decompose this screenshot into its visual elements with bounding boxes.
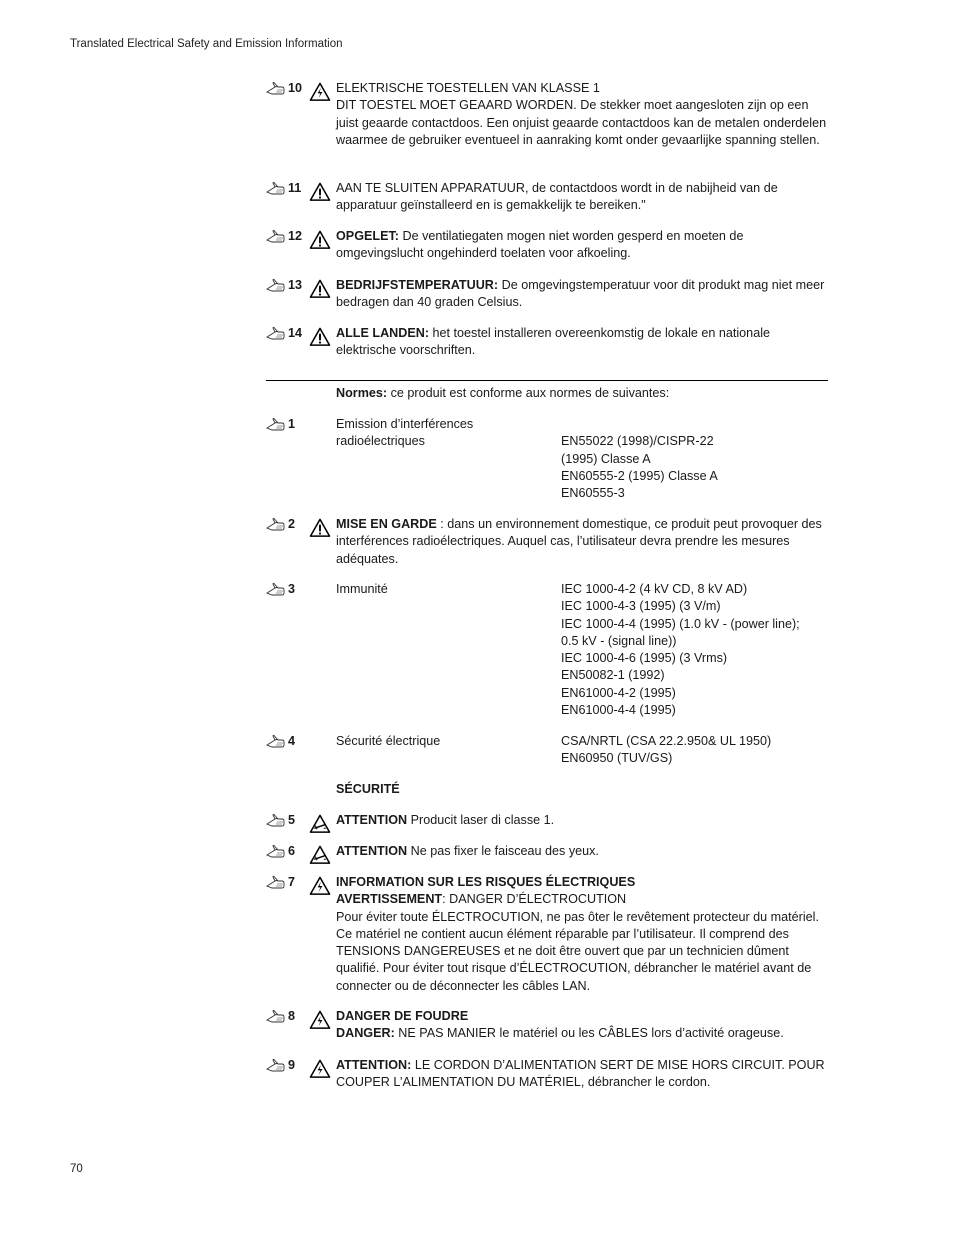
item-body: het toestel installeren overeenkomstig de lokale en nationale elektrische voorschriften. xyxy=(336,326,770,358)
laser-warning-icon xyxy=(309,814,331,834)
item-number: 7 xyxy=(288,875,296,889)
item-number: 8 xyxy=(288,1009,296,1023)
standard-item-4 xyxy=(266,733,828,769)
section-heading: SÉCURITÉ xyxy=(336,782,400,796)
electric-shock-warning-icon xyxy=(309,1010,331,1030)
item-number: 5 xyxy=(288,813,296,827)
standard-label: Sécurité électrique xyxy=(336,734,441,748)
value-line: EN61000-4-2 (1995) xyxy=(561,685,676,700)
item-body: LE CORDON D’ALIMENTATION SERT DE MISE HORS CIRCUIT. POUR COUPER L’ALIMENTATION DU MATÉRIEL, débrancher le cordon. xyxy=(336,1058,825,1090)
item-number: 10 xyxy=(288,81,303,95)
caution-warning-icon xyxy=(309,230,331,250)
pointing-hand-icon xyxy=(266,516,286,533)
value-line: EN50082-1 (1992) xyxy=(561,668,665,683)
item-sub-text: NE PAS MANIER le matériel ou les CÂBLES lors d’activité orageuse. xyxy=(394,1026,784,1041)
safety-item-13 xyxy=(266,277,828,312)
laser-warning-icon xyxy=(309,845,331,865)
item-label: MISE EN GARDE xyxy=(336,517,437,531)
intro-label: Normes: xyxy=(336,386,388,400)
caution-warning-icon xyxy=(309,327,331,347)
value-line: IEC 1000-4-4 (1995) (1.0 kV - (power line); xyxy=(561,616,800,631)
standard-values xyxy=(561,733,828,768)
item-title: INFORMATION SUR LES RISQUES ÉLECTRIQUES xyxy=(336,875,636,889)
safety-item-14 xyxy=(266,325,828,360)
item-label: ATTENTION: xyxy=(336,1058,412,1072)
value-line: CSA/NRTL (CSA 22.2.950& UL 1950) xyxy=(561,734,772,748)
standard-values xyxy=(561,581,828,719)
pointing-hand-icon xyxy=(266,228,286,245)
running-header: Translated Electrical Safety and Emission Information xyxy=(70,38,343,50)
safety-item-8 xyxy=(266,1008,828,1043)
safety-item-11 xyxy=(266,180,828,215)
value-line: EN60950 (TUV/GS) xyxy=(561,751,673,766)
item-sub-text: : DANGER D’ÉLECTROCUTION xyxy=(442,892,627,907)
item-sub-label: AVERTISSEMENT xyxy=(336,892,443,907)
item-body: Ne pas fixer le faisceau des yeux. xyxy=(407,844,599,858)
item-body: De ventilatiegaten mogen niet worden gesperd en moeten de omgevingslucht ongehinderd toelaten voor afkoeling. xyxy=(336,229,744,261)
electric-shock-warning-icon xyxy=(309,82,331,102)
item-body: DIT TOESTEL MOET GEAARD WORDEN. De stekker moet aangesloten zijn op een juist geaarde contactdoos. Een onjuist geaarde contactdoos kan de metalen onderdelen waarmee de gebruiker eventueel in aanraking komt onder gevaarlijke spanning stellen. xyxy=(336,98,827,147)
item-title: ELEKTRISCHE TOESTELLEN VAN KLASSE 1 xyxy=(336,81,600,95)
item-number: 1 xyxy=(288,417,296,431)
caution-warning-icon xyxy=(309,518,331,538)
pointing-hand-icon xyxy=(266,812,286,829)
value-line: EN60555-2 (1995) Classe A xyxy=(561,468,718,483)
safety-item-10 xyxy=(266,80,828,149)
value-line: IEC 1000-4-6 (1995) (3 Vrms) xyxy=(561,651,728,666)
value-line: 0.5 kV - (signal line)) xyxy=(561,633,677,648)
value-line: IEC 1000-4-2 (4 kV CD, 8 kV AD) xyxy=(561,582,748,596)
pointing-hand-icon xyxy=(266,1057,286,1074)
safety-item-12 xyxy=(266,228,828,263)
safety-item-2 xyxy=(266,516,828,568)
standards-intro xyxy=(266,385,828,402)
pointing-hand-icon xyxy=(266,874,286,891)
item-number: 14 xyxy=(288,326,303,340)
safety-item-6 xyxy=(266,843,828,860)
item-body: Pour éviter toute ÉLECTROCUTION, ne pas ôter le revêtement protecteur du matériel. Ce matériel ne contient aucun élément réparable par l’utilisateur. Il comprend des TENSIONS DANGEREUSES et ne doit être ouvert que par un technicien dûment qualifié. Pour éviter tout risque d’ÉLECTROCUTION, débrancher le matériel avant de connecter ou de déconnecter les câbles LAN. xyxy=(336,909,819,993)
safety-item-7 xyxy=(266,874,828,995)
value-line: (1995) Classe A xyxy=(561,451,651,466)
item-label: BEDRIJFSTEMPERATUUR: xyxy=(336,278,499,292)
safety-item-5 xyxy=(266,812,828,829)
pointing-hand-icon xyxy=(266,80,286,97)
standard-item-1 xyxy=(266,416,828,506)
caution-warning-icon xyxy=(309,279,331,299)
caution-warning-icon xyxy=(309,182,331,202)
item-number: 2 xyxy=(288,517,296,531)
intro-text: ce produit est conforme aux normes de suivantes: xyxy=(387,386,670,400)
item-label: ALLE LANDEN: xyxy=(336,326,430,340)
item-body: AAN TE SLUITEN APPARATUUR, de contactdoos wordt in de nabijheid van de apparatuur geïnstalleerd en is gemakkelijk te bereiken." xyxy=(336,181,778,213)
pointing-hand-icon xyxy=(266,843,286,860)
item-label: ATTENTION xyxy=(336,844,408,858)
pointing-hand-icon xyxy=(266,1008,286,1025)
label-line: Emission d’interférences xyxy=(336,417,474,431)
electric-shock-warning-icon xyxy=(309,876,331,896)
pointing-hand-icon xyxy=(266,180,286,197)
item-label: OPGELET: xyxy=(336,229,399,243)
securite-section xyxy=(266,781,828,798)
item-body: Producit laser di classe 1. xyxy=(407,813,555,827)
item-number: 9 xyxy=(288,1058,296,1072)
pointing-hand-icon xyxy=(266,325,286,342)
item-label: ATTENTION xyxy=(336,813,408,827)
standard-item-3 xyxy=(266,581,828,721)
item-number: 6 xyxy=(288,844,296,858)
electric-shock-warning-icon xyxy=(309,1059,331,1079)
item-number: 3 xyxy=(288,582,296,596)
pointing-hand-icon xyxy=(266,277,286,294)
value-line: EN60555-3 xyxy=(561,486,625,501)
value-line: EN55022 (1998)/CISPR-22 xyxy=(561,434,714,449)
value-line: EN61000-4-4 (1995) xyxy=(561,703,676,718)
label-line: radioélectriques xyxy=(336,434,425,449)
item-sub-label: DANGER: xyxy=(336,1026,395,1041)
item-body: : dans un environnement domestique, ce produit peut provoquer des interférences radioélectriques. Auquel cas, l’utilisateur devra prendre les mesures adéquates. xyxy=(336,517,822,566)
item-number: 11 xyxy=(288,181,302,195)
pointing-hand-icon xyxy=(266,581,286,598)
pointing-hand-icon xyxy=(266,416,286,433)
item-number: 12 xyxy=(288,229,303,243)
page-number: 70 xyxy=(70,1163,83,1175)
item-number: 4 xyxy=(288,734,296,748)
section-divider xyxy=(266,380,828,381)
item-number: 13 xyxy=(288,278,303,292)
standard-label xyxy=(336,416,556,451)
standard-label: Immunité xyxy=(336,582,388,596)
item-body: De omgevingstemperatuur voor dit produkt mag niet meer bedragen dan 40 graden Celsius. xyxy=(336,278,825,310)
pointing-hand-icon xyxy=(266,733,286,750)
standard-values xyxy=(561,433,828,502)
safety-item-9 xyxy=(266,1057,828,1092)
item-title: DANGER DE FOUDRE xyxy=(336,1009,469,1023)
value-line: IEC 1000-4-3 (1995) (3 V/m) xyxy=(561,599,721,614)
